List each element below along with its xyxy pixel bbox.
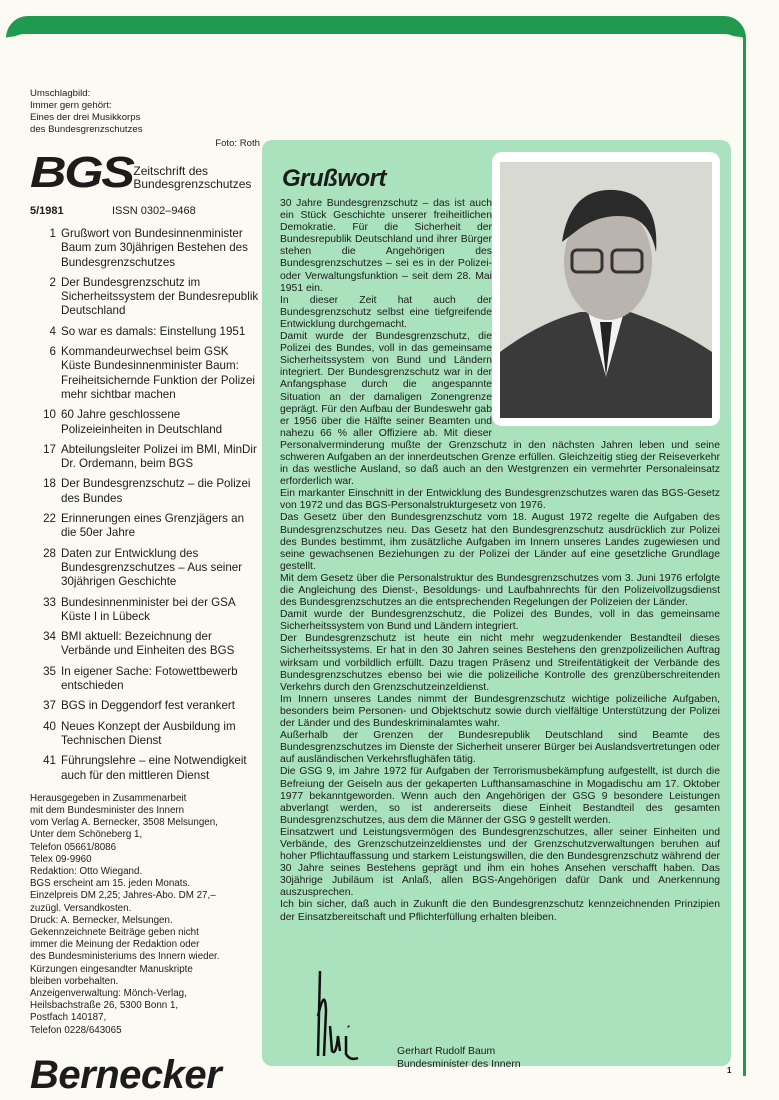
imprint-line: bleiben vorbehalten.: [30, 975, 119, 987]
toc-title: BMI aktuell: Bezeichnung der Verbände und Einheiten des BGS: [61, 630, 235, 658]
toc-page: 1: [49, 227, 56, 240]
left-column: [30, 88, 260, 1098]
toc-item: [30, 408, 260, 437]
article-paragraph: Einsatzwert und Leistungsvermögen des Bundesgrenzschutzes, aller seiner Einheiten und Verbände, des Grenzschutzeinzeldienstes und der Grenzschutzverwaltungen beruhen auf hoher Pflichtauffassung und starkem Leistungswillen, die den Bundesgrenzschutz während der 30 Jahre seines Bestehens geprägt und ihm ein hohes Ansehen verschafft haben. Das 30jährige Jubiläum ist Anlaß, allen BGS-Angehörigen dafür Dank und Anerkennung auszusprechen.: [280, 826, 720, 899]
toc-page: 37: [43, 699, 56, 713]
imprint-line: Heilsbachstraße 26, 5300 Bonn 1,: [30, 1000, 179, 1012]
toc-page: 35: [43, 664, 56, 678]
toc-title: 60 Jahre geschlossene Polizeieinheiten in Deutschland: [61, 408, 223, 436]
signatory-title: Bundesminister des Innern: [397, 1058, 521, 1070]
imprint-line: Druck: A. Bernecker, Melsungen.: [30, 914, 173, 926]
toc-title: Der Bundesgrenzschutz – die Polizei des Bundes: [61, 477, 251, 505]
imprint-line: des Bundesministeriums des Innern wieder.: [30, 951, 220, 963]
toc-page: 17: [43, 442, 56, 456]
imprint-line: BGS erscheint am 15. jeden Monats.: [30, 878, 191, 890]
article-paragraph: Außerhalb der Grenzen der Bundesrepublik Deutschland sind Beamte des Bundesgrenzschutzes im Dienste der Sicherheit unserer Bürger bei Auslandsvertretungen oder auf ausländischen Verkehrsflughäfen tätig.: [280, 730, 720, 766]
toc-page: 18: [43, 477, 56, 491]
toc-item: [30, 443, 260, 472]
toc-title: So war es damals: Einstellung 1951: [61, 324, 246, 338]
article-paragraph: Damit wurde der Bundesgrenzschutz, die Polizei des Bundes, voll in das gemeinsame Sicherheitssystem von Bund und Ländern integriert.: [280, 609, 720, 633]
article-paragraph: Im Innern unseres Landes nimmt der Bundesgrenzschutz wichtige polizeiliche Aufgaben, besonders beim Personen- und Objektschutz sowie durch vielfältige Unterstützung der Polizei der Länder und des Bundeskriminalamtes wahr.: [280, 693, 720, 730]
toc-page: 22: [43, 512, 56, 526]
article-paragraph: Ein markanter Einschnitt in der Entwicklung des Bundesgrenzschutzes waren das BGS-Gesetz von 1972 und das BGS-Personalstrukturgesetz von 1976.: [280, 488, 720, 512]
toc-title: Erinnerungen eines Grenzjägers an die 50er Jahre: [61, 512, 245, 540]
article-paragraph: Mit dem Gesetz über die Personalstruktur des Bundesgrenzschutzes vom 3. Juni 1976 erfolgte die Angleichung des Dienst-, Besoldungs- und Laufbahnrechts für den Polizeivollzugsdienst des Bundesgrenzschutzes an die entsprechenden Regelungen der Polizeien der Länder.: [280, 572, 720, 609]
imprint-line: zuzügl. Versandkosten.: [30, 902, 132, 914]
imprint-line: vom Verlag A. Bernecker, 3508 Melsungen,: [30, 817, 218, 829]
issn: ISSN 0302–9468: [112, 205, 196, 217]
imprint-line: mit dem Bundesminister des Innern: [30, 805, 185, 816]
toc-title: Neues Konzept der Ausbildung im Technischen Dienst: [61, 719, 236, 747]
article-paragraph: In dieser Zeit hat auch der Bundesgrenzschutz selbst eine tiefgreifende Entwicklung durchgemacht.: [280, 294, 492, 330]
subtitle-line: Zeitschrift des: [133, 164, 209, 178]
toc-page: 34: [43, 630, 56, 644]
signatory-name: Gerhart Rudolf Baum: [397, 1046, 496, 1057]
signatory: [397, 1046, 521, 1071]
toc-title: Daten zur Entwicklung des Bundesgrenzschutzes – Aus seiner 30jährigen Geschichte: [61, 546, 243, 589]
article-paragraph: 30 Jahre Bundesgrenzschutz – das ist auch ein Stück Geschichte unserer freiheitlichen Demokratie. Für die Sicherheit der Bundesrepublik Deutschland und ihrer Bürger stehen die Angehörigen des Bundesgrenzschutzes – sei es in der Polizei- oder Verwaltungsfunktion – seit dem 28. Mai 1951 ein.: [280, 198, 492, 294]
toc-item: [30, 596, 260, 625]
imprint-line: Redaktion: Otto Wiegand.: [30, 866, 143, 878]
toc-item: [30, 345, 260, 402]
masthead-subtitle: [133, 165, 251, 191]
toc-item: [30, 665, 260, 694]
toc-page: 6: [49, 345, 56, 359]
table-of-contents: [30, 227, 260, 783]
toc-item: [30, 276, 260, 319]
imprint-line: Telefon 0228/643065: [30, 1024, 122, 1036]
caption-line: des Bundesgrenzschutzes: [30, 124, 143, 135]
bgs-logo: BGS: [30, 148, 133, 197]
article-paragraph: Die GSG 9, im Jahre 1972 für Aufgaben der Terrorismusbekämpfung aufgestellt, ist durch die Befreiung der Geiseln aus der gekaperten Lufthansamaschine in Mogadischu am 17. Oktober 1977 bekanntgeworden. Wenn auch den Angehörigen der GSG 9 besondere Leistungen abverlangt werden, so ist andererseits diese Einheit Bestandteil des gesamten Bundesgrenzschutzes, aus dem die Männer der GSG 9 gestellt werden.: [280, 766, 720, 826]
toc-title: In eigener Sache: Fotowettbewerb entschieden: [61, 664, 238, 693]
imprint-line: Herausgegeben in Zusammenarbeit: [30, 792, 187, 804]
issue-number: 5/1981: [30, 205, 64, 217]
issue-info: [30, 205, 260, 217]
imprint-line: Telefon 05661/8086: [30, 841, 117, 853]
imprint-line: Anzeigenverwaltung: Mönch-Verlag,: [30, 988, 187, 1000]
toc-page: 4: [49, 324, 56, 338]
imprint-line: Gekennzeichnete Beiträge geben nicht: [30, 927, 199, 939]
toc-title: Führungslehre – eine Notwendigkeit auch für den mittleren Dienst: [61, 754, 247, 782]
toc-page: 40: [43, 719, 56, 733]
toc-title: Kommandeurwechsel beim GSK Küste Bundesinnenminister Baum: Freiheitsichernde Funktion der Polizei mehr sichtbar machen: [61, 345, 255, 401]
toc-item: [30, 630, 260, 659]
toc-item: [30, 547, 260, 590]
toc-page: 10: [43, 408, 56, 422]
imprint: [30, 793, 260, 1037]
imprint-line: Einzelpreis DM 2,25; Jahres-Abo. DM 27,–: [30, 890, 216, 902]
masthead: [30, 148, 260, 197]
article-body: [280, 198, 720, 924]
bernecker-logo: Bernecker: [30, 1052, 222, 1097]
imprint-line: Kürzungen eingesandter Manuskripte: [30, 963, 193, 975]
toc-title: Abteilungsleiter Polizei im BMI, MinDir Dr. Ordemann, beim BGS: [61, 442, 257, 471]
article-paragraph: Damit wurde der Bundesgrenzschutz, die Polizei des Bundes, voll in das gemeinsame Sicherheitssystem von Bund und Ländern integriert. Der Bundesgrenzschutz war in der Anfangsphase durch die angespannte Situation an der damaligen Zonengrenze geprägt. Für den Aufbau der Bundeswehr gab er 1956 über die Hälfte seiner Beamten und nahezu 66 % aller Offiziere ab. Mit dieser Personalverminderung mußte der Grenzschutz in den nächsten Jahren leben und seine schweren Aufgaben an der innerdeutschen Grenze erfüllen. Gleichzeitig stieg der Reiseverkehr in das westliche Ausland, so daß auch an den Westgrenzen ein vermehrter Personaleinsatz erforderlich war.: [280, 331, 720, 488]
article-paragraph: Das Gesetz über den Bundesgrenzschutz vom 18. August 1972 regelte die Aufgaben des Bundesgrenzschutzes neu. Das Gesetz hat den Bundesgrenzschutz ausdrücklich zur Polizei des Bundes bestimmt, ihm zusätzliche Aufgaben im Innern unseres Landes zugewiesen und seine gewachsenen Beziehungen zu der Polizei der Länder auf eine gesetzliche Grundlage gestellt.: [280, 512, 720, 572]
article-title: Grußwort: [282, 165, 386, 192]
imprint-line: Telex 09-9960: [30, 853, 92, 865]
imprint-line: immer die Meinung der Redaktion oder: [30, 939, 200, 951]
imprint-line: Unter dem Schöneberg 1,: [30, 829, 143, 841]
toc-item: [30, 512, 260, 541]
frame-inner: [6, 34, 743, 64]
toc-item: [30, 325, 260, 339]
caption-line: Umschlagbild:: [30, 88, 91, 99]
toc-page: 28: [43, 546, 56, 560]
subtitle-line: Bundesgrenzschutzes: [133, 177, 252, 191]
imprint-line: Postfach 140187,: [30, 1012, 107, 1024]
toc-title: Der Bundesgrenzschutz im Sicherheitssystem der Bundesrepublik Deutschland: [61, 275, 259, 318]
page-number: 1: [727, 1066, 732, 1075]
toc-item: [30, 699, 260, 713]
toc-page: 33: [43, 595, 56, 609]
photo-credit: Foto: Roth: [215, 138, 260, 149]
toc-item: [30, 227, 260, 270]
toc-item: [30, 477, 260, 506]
toc-item: [30, 754, 260, 783]
toc-item: [30, 720, 260, 749]
toc-title: Grußwort von Bundesinnenminister Baum zum 30jährigen Bestehen des Bundesgrenzschutzes: [61, 227, 248, 269]
toc-page: 41: [43, 754, 56, 768]
toc-title: BGS in Deggendorf fest verankert: [61, 699, 235, 713]
toc-title: Bundesinnenminister bei der GSA Küste I in Lübeck: [61, 595, 236, 623]
cover-caption: [30, 88, 260, 136]
article-paragraph: Ich bin sicher, daß auch in Zukunft die den Bundesgrenzschutz kennzeichnenden Prinzipien der Einsatzbereitschaft und Pflichterfüllung erhalten bleiben.: [280, 899, 720, 923]
toc-page: 2: [49, 275, 56, 289]
caption-line: Eines der drei Musikkorps: [30, 112, 141, 123]
article-paragraph: Der Bundesgrenzschutz ist heute ein nicht mehr wegzudenkender Bestandteil dieses Sicherheitssystems. Er hat in den 30 Jahren seines Bestehens den grenzpolizeilichen Auftrag wirksam und vorbildlich erfüllt. Dazu tragen Präsenz und Streifentätigkeit der Verbände des Bundesgrenzschutzes ebenso bei wie die polizeiliche Kontrolle des grenzüberschreitenden Verkehrs durch den Grenzschutzeinzeldienst.: [280, 633, 720, 693]
caption-line: Immer gern gehört:: [30, 100, 112, 111]
signature: [310, 966, 390, 1066]
